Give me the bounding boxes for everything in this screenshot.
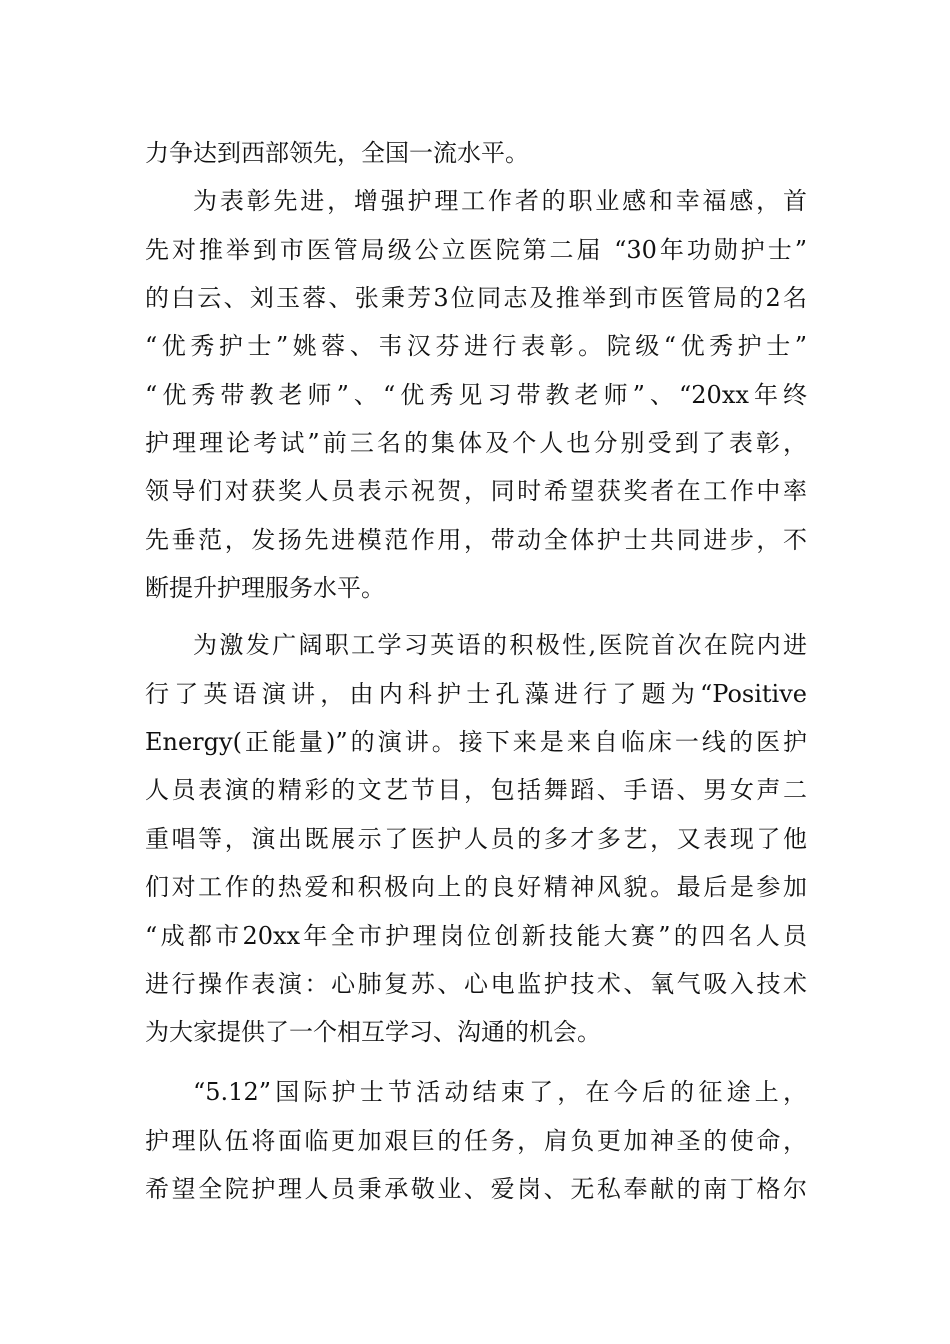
text-line: 人员表演的精彩的文艺节目，包括舞蹈、手语、男女声二	[145, 776, 807, 804]
text-line: 们对工作的热爱和积极向上的良好精神风貌。最后是参加	[145, 873, 807, 901]
text-line: 为激发广阔职工学习英语的积极性,医院首次在院内进	[193, 631, 807, 659]
text-line: 护理队伍将面临更加艰巨的任务，肩负更加神圣的使命，	[145, 1127, 807, 1155]
text-line: 断提升护理服务水平。	[145, 574, 385, 602]
text-line: 希望全院护理人员秉承敬业、爱岗、无私奉献的南丁格尔	[145, 1175, 807, 1203]
text-line: 行了英语演讲，由内科护士孔藻进行了题为“Positive	[145, 680, 807, 708]
text-line: 护理理论考试”前三名的集体及个人也分别受到了表彰，	[145, 429, 807, 457]
text-line: “优秀护士”姚蓉、韦汉芬进行表彰。院级“优秀护士”	[145, 332, 807, 360]
text-line: 力争达到西部领先，全国一流水平。	[145, 139, 529, 167]
text-line: 为大家提供了一个相互学习、沟通的机会。	[145, 1018, 601, 1046]
text-line: 进行操作表演：心肺复苏、心电监护技术、氧气吸入技术	[145, 970, 807, 998]
text-line: “5.12”国际护士节活动结束了，在今后的征途上，	[193, 1078, 807, 1106]
text-line: 领导们对获奖人员表示祝贺，同时希望获奖者在工作中率	[145, 477, 807, 505]
text-line: 为表彰先进，增强护理工作者的职业感和幸福感，首	[193, 187, 807, 215]
text-line: “成都市20xx年全市护理岗位创新技能大赛”的四名人员	[145, 922, 807, 950]
text-line: 重唱等，演出既展示了医护人员的多才多艺，又表现了他	[145, 825, 807, 853]
text-line: Energy(正能量)”的演讲。接下来是来自临床一线的医护	[145, 728, 807, 756]
text-line: 的白云、刘玉蓉、张秉芳3位同志及推举到市医管局的2名	[145, 284, 807, 312]
text-line: “优秀带教老师”、“优秀见习带教老师”、“20xx年终	[145, 381, 807, 409]
text-line: 先对推举到市医管局级公立医院第二届 “30年功勋护士”	[145, 236, 807, 264]
text-line: 先垂范，发扬先进模范作用，带动全体护士共同进步，不	[145, 526, 807, 554]
